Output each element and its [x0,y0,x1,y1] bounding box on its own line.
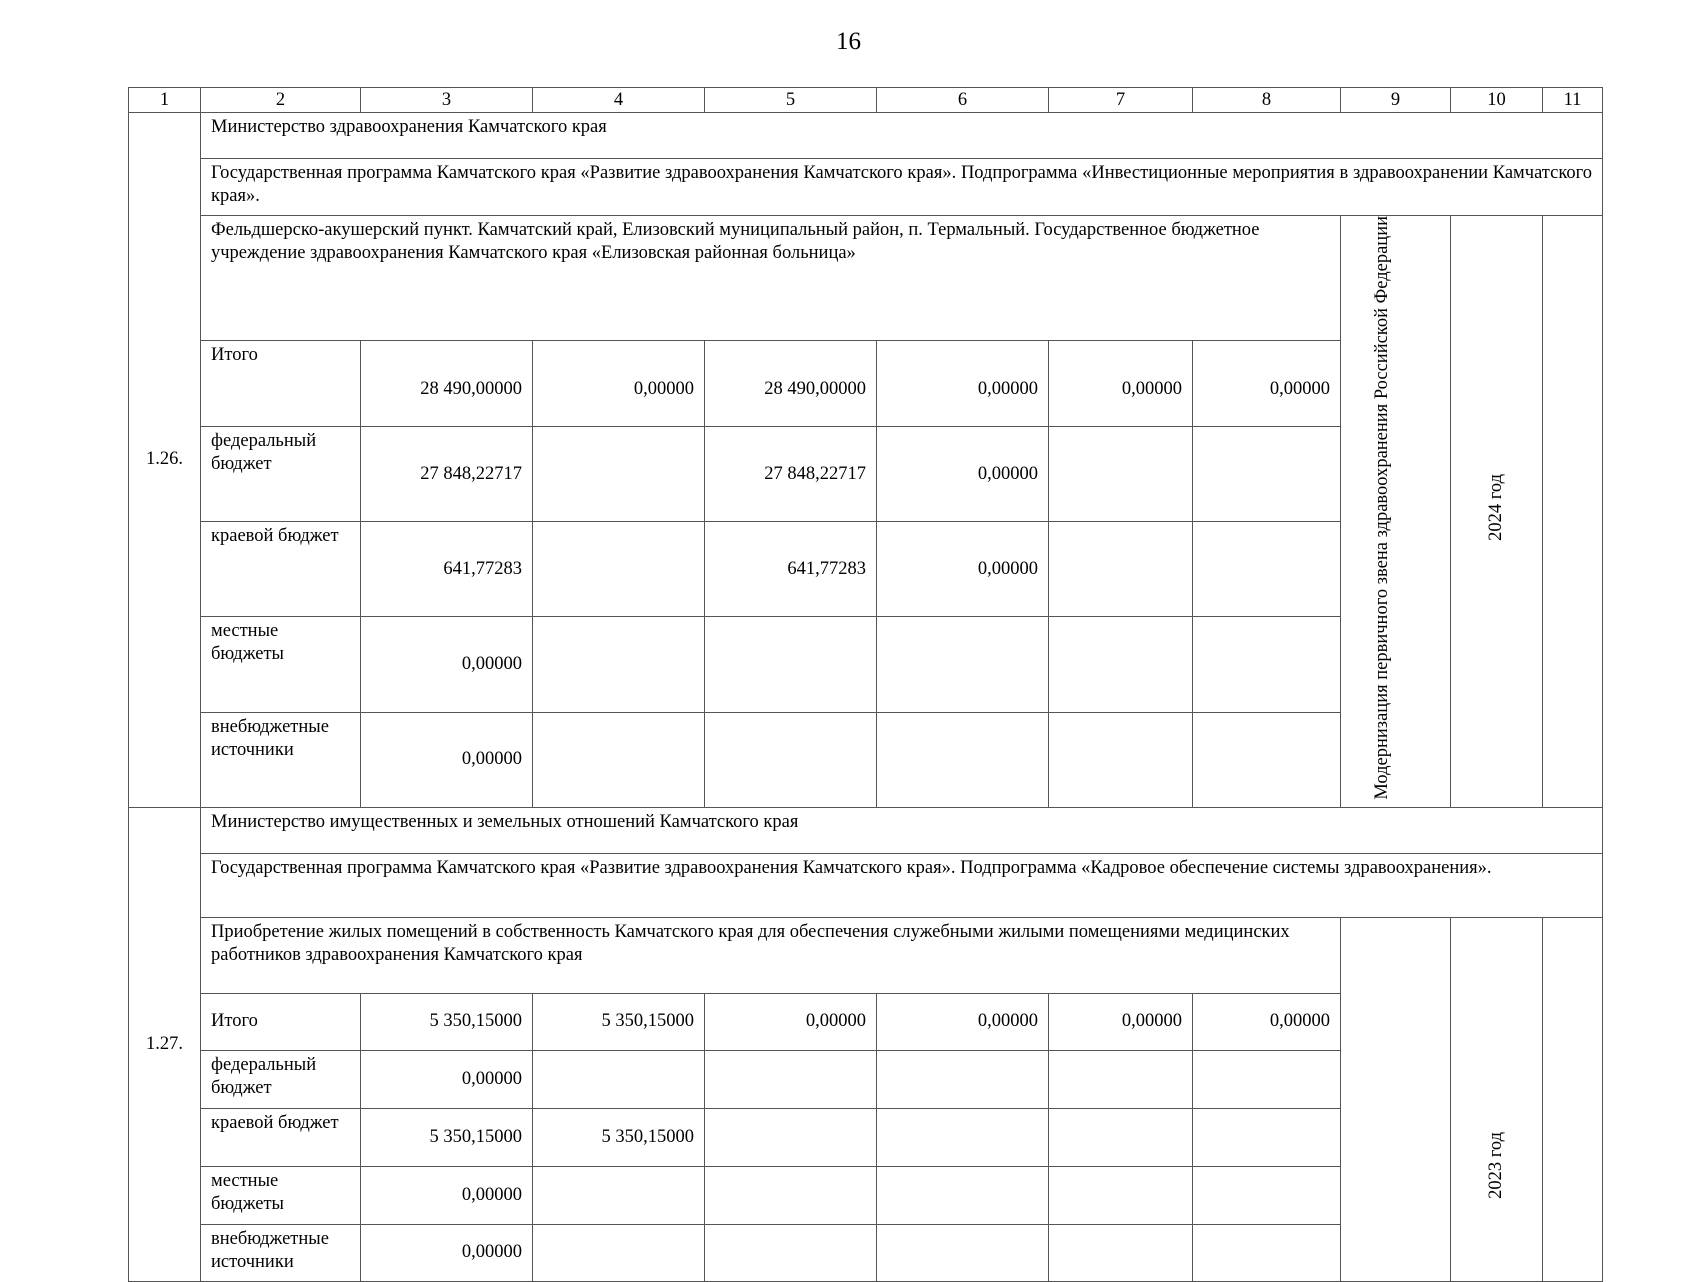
empty-cell [1543,917,1603,1281]
column-header: 4 [533,88,705,113]
amount: 27 848,22717 [705,427,877,522]
financing-label: местные бюджеты [201,617,361,712]
amount [533,1166,705,1224]
amount: 0,00000 [877,522,1049,617]
amount [1049,522,1193,617]
amount-total: 0,00000 [361,712,533,807]
amount-total: 5 350,15000 [361,1108,533,1166]
year-cell [1451,216,1543,808]
amount [1193,427,1341,522]
amount [533,1224,705,1281]
amount [877,1166,1049,1224]
column-header: 11 [1543,88,1603,113]
project-name: Модернизация первичного звена здравоохранения Российской Федерации [1371,216,1392,800]
program-row [129,159,1603,216]
financing-label: Итого [201,993,361,1050]
amount: 0,00000 [877,427,1049,522]
financing-label: внебюджетные источники [201,1224,361,1281]
object-name: Приобретение жилых помещений в собственность Камчатского края для обеспечения служебными жилыми помещениями медицинских работников здравоохранения Камчатского края [201,917,1341,993]
empty-cell [1543,216,1603,808]
row-number: 1.27. [129,807,201,1281]
amount-total: 5 350,15000 [361,993,533,1050]
amount [1193,522,1341,617]
amount: 0,00000 [705,993,877,1050]
amount: 0,00000 [1193,993,1341,1050]
row-number: 1.26. [129,113,201,808]
amount [1049,1166,1193,1224]
amount [533,1050,705,1108]
amount [533,522,705,617]
column-header: 10 [1451,88,1543,113]
page-number: 16 [836,28,861,55]
amount: 0,00000 [1049,340,1193,427]
amount: 0,00000 [1193,340,1341,427]
amount [877,1050,1049,1108]
amount [877,1224,1049,1281]
financing-label: федеральный бюджет [201,427,361,522]
amount [1193,712,1341,807]
amount-total: 0,00000 [361,1050,533,1108]
amount-total: 641,77283 [361,522,533,617]
project-name-cell [1341,216,1451,808]
amount [705,1050,877,1108]
year-label: 2023 год [1486,1132,1506,1200]
amount [877,712,1049,807]
program-name: Государственная программа Камчатского края «Развитие здравоохранения Камчатского края». Подпрограмма «Кадровое обеспечение системы здравоохранения». [201,853,1603,917]
amount [1049,427,1193,522]
amount [533,617,705,712]
column-header-row [129,88,1603,113]
amount-total: 0,00000 [361,617,533,712]
column-header: 5 [705,88,877,113]
column-header: 8 [1193,88,1341,113]
amount [705,712,877,807]
empty-cell [1341,917,1451,1281]
object-name: Фельдшерско-акушерский пункт. Камчатский край, Елизовский муниципальный район, п. Термальный. Государственное бюджетное учреждение здравоохранения Камчатского края «Елизовская районная больница» [201,216,1341,341]
column-header: 3 [361,88,533,113]
amount: 5 350,15000 [533,1108,705,1166]
amount-total: 0,00000 [361,1224,533,1281]
amount [1049,1224,1193,1281]
ministry-name: Министерство здравоохранения Камчатского края [201,113,1603,159]
amount [1193,1108,1341,1166]
column-header: 7 [1049,88,1193,113]
amount [705,1166,877,1224]
amount [533,712,705,807]
amount [1193,1050,1341,1108]
financing-label: краевой бюджет [201,1108,361,1166]
amount: 5 350,15000 [533,993,705,1050]
amount [533,427,705,522]
amount-total: 28 490,00000 [361,340,533,427]
program-name: Государственная программа Камчатского края «Развитие здравоохранения Камчатского края». Подпрограмма «Инвестиционные мероприятия в здравоохранении Камчатского края». [201,159,1603,216]
amount [877,1108,1049,1166]
column-header: 9 [1341,88,1451,113]
year-cell [1451,917,1543,1281]
object-row [129,917,1603,993]
amount: 0,00000 [877,993,1049,1050]
year-label: 2024 год [1486,474,1506,542]
financing-label: Итого [201,340,361,427]
amount-total: 0,00000 [361,1166,533,1224]
amount [705,1224,877,1281]
amount [705,1108,877,1166]
ministry-name: Министерство имущественных и земельных отношений Камчатского края [201,807,1603,853]
amount [1049,1108,1193,1166]
amount [705,617,877,712]
amount: 641,77283 [705,522,877,617]
amount [1049,712,1193,807]
column-header: 1 [129,88,201,113]
financing-label: федеральный бюджет [201,1050,361,1108]
amount: 0,00000 [877,340,1049,427]
column-header: 2 [201,88,361,113]
financing-label: краевой бюджет [201,522,361,617]
column-header: 6 [877,88,1049,113]
amount: 28 490,00000 [705,340,877,427]
amount [1049,617,1193,712]
object-row [129,216,1603,341]
amount [1049,1050,1193,1108]
amount [1193,617,1341,712]
amount: 0,00000 [533,340,705,427]
amount [1193,1224,1341,1281]
ministry-row [129,113,1603,159]
program-row [129,853,1603,917]
financing-label: внебюджетные источники [201,712,361,807]
amount: 0,00000 [1049,993,1193,1050]
amount [877,617,1049,712]
amount [1193,1166,1341,1224]
ministry-row [129,807,1603,853]
amount-total: 27 848,22717 [361,427,533,522]
investment-table [128,87,1603,1282]
financing-label: местные бюджеты [201,1166,361,1224]
